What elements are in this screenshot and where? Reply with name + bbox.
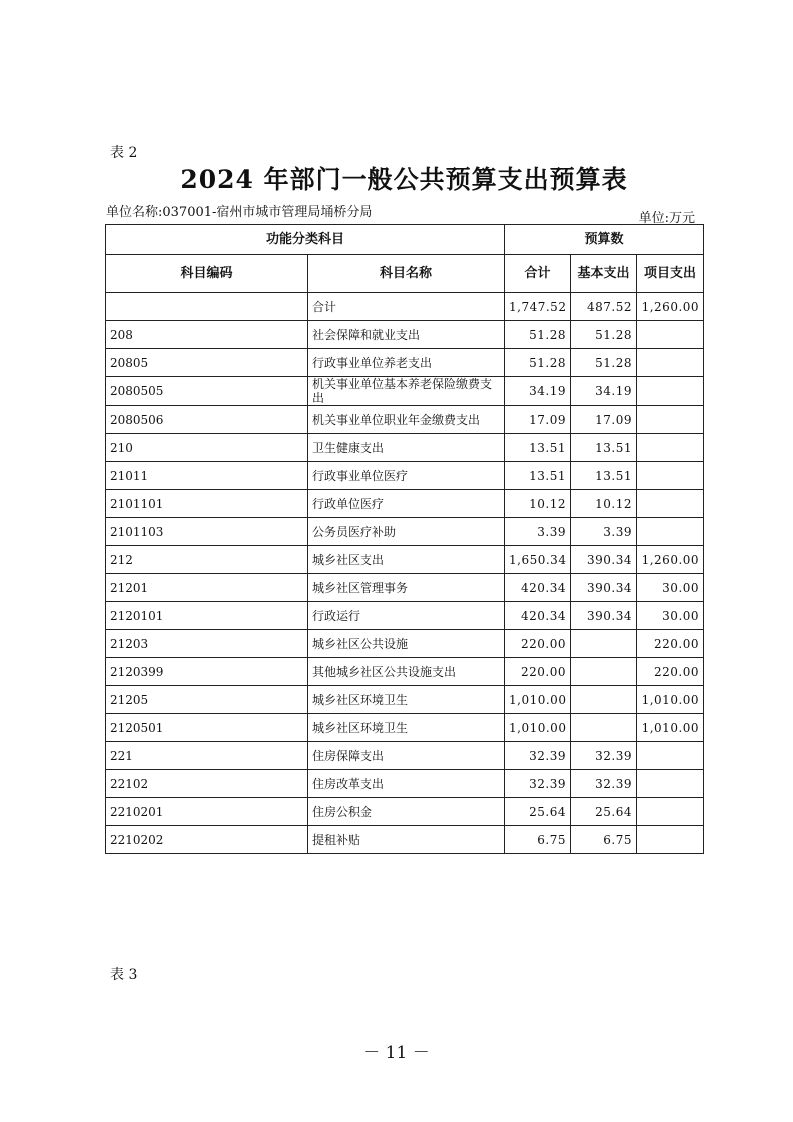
cell-subject-name: 行政单位医疗 xyxy=(308,490,505,518)
cell-total: 51.28 xyxy=(505,321,571,349)
cell-basic-expenditure: 13.51 xyxy=(571,462,637,490)
page-title: 2024 年部门一般公共预算支出预算表 xyxy=(180,165,628,194)
cell-subject-name: 住房改革支出 xyxy=(308,770,505,798)
cell-basic-expenditure xyxy=(571,658,637,686)
cell-basic-expenditure: 25.64 xyxy=(571,798,637,826)
next-table-label: 表 3 xyxy=(110,967,138,983)
cell-total: 25.64 xyxy=(505,798,571,826)
cell-basic-expenditure xyxy=(571,714,637,742)
cell-basic-expenditure: 13.51 xyxy=(571,434,637,462)
cell-total: 3.39 xyxy=(505,518,571,546)
cell-subject-code: 2120101 xyxy=(106,602,308,630)
cell-basic-expenditure: 390.34 xyxy=(571,602,637,630)
cell-total: 1,010.00 xyxy=(505,686,571,714)
cell-subject-code: 2080505 xyxy=(106,377,308,406)
cell-subject-name: 行政事业单位养老支出 xyxy=(308,349,505,377)
cell-basic-expenditure: 17.09 xyxy=(571,406,637,434)
header-budget-amount: 预算数 xyxy=(505,225,704,255)
cell-subject-code xyxy=(106,293,308,321)
cell-subject-code: 210 xyxy=(106,434,308,462)
cell-project-expenditure: 1,010.00 xyxy=(637,686,704,714)
cell-project-expenditure xyxy=(637,321,704,349)
cell-total: 17.09 xyxy=(505,406,571,434)
cell-basic-expenditure xyxy=(571,686,637,714)
cell-subject-name: 卫生健康支出 xyxy=(308,434,505,462)
cell-subject-name: 城乡社区支出 xyxy=(308,546,505,574)
table-row xyxy=(106,826,704,854)
table-row xyxy=(106,518,704,546)
header-functional-category: 功能分类科目 xyxy=(106,225,505,255)
cell-subject-name: 合计 xyxy=(308,293,505,321)
cell-subject-name: 住房保障支出 xyxy=(308,742,505,770)
table-row xyxy=(106,406,704,434)
cell-subject-name: 城乡社区公共设施 xyxy=(308,630,505,658)
unit-currency: 单位:万元 xyxy=(638,211,695,226)
cell-project-expenditure: 30.00 xyxy=(637,574,704,602)
cell-subject-code: 221 xyxy=(106,742,308,770)
cell-project-expenditure: 1,260.00 xyxy=(637,546,704,574)
table-row xyxy=(106,602,704,630)
cell-subject-code: 22102 xyxy=(106,770,308,798)
unit-name: 单位名称:037001-宿州市城市管理局埇桥分局 xyxy=(106,205,373,220)
table-row xyxy=(106,686,704,714)
cell-total: 1,010.00 xyxy=(505,714,571,742)
cell-project-expenditure xyxy=(637,490,704,518)
table-label: 表 2 xyxy=(110,145,138,161)
table-row xyxy=(106,770,704,798)
cell-project-expenditure xyxy=(637,434,704,462)
cell-project-expenditure xyxy=(637,518,704,546)
cell-total: 51.28 xyxy=(505,349,571,377)
table-row xyxy=(106,321,704,349)
table-row xyxy=(106,798,704,826)
cell-subject-name: 行政运行 xyxy=(308,602,505,630)
cell-subject-code: 2120399 xyxy=(106,658,308,686)
cell-subject-code: 20805 xyxy=(106,349,308,377)
cell-project-expenditure xyxy=(637,406,704,434)
cell-total: 220.00 xyxy=(505,630,571,658)
cell-subject-name: 行政事业单位医疗 xyxy=(308,462,505,490)
cell-basic-expenditure: 10.12 xyxy=(571,490,637,518)
cell-subject-name: 社会保障和就业支出 xyxy=(308,321,505,349)
cell-subject-code: 21203 xyxy=(106,630,308,658)
cell-project-expenditure xyxy=(637,770,704,798)
cell-subject-code: 2080506 xyxy=(106,406,308,434)
table-row xyxy=(106,293,704,321)
cell-total: 13.51 xyxy=(505,462,571,490)
table-row xyxy=(106,377,704,406)
cell-project-expenditure: 1,260.00 xyxy=(637,293,704,321)
page-number: － 11 － xyxy=(363,1043,430,1063)
cell-subject-name: 住房公积金 xyxy=(308,798,505,826)
header-total: 合计 xyxy=(505,255,571,293)
cell-subject-code: 2210202 xyxy=(106,826,308,854)
cell-basic-expenditure: 487.52 xyxy=(571,293,637,321)
cell-basic-expenditure: 6.75 xyxy=(571,826,637,854)
table-row xyxy=(106,630,704,658)
cell-subject-name: 机关事业单位基本养老保险缴费支出 xyxy=(308,377,505,406)
cell-total: 420.34 xyxy=(505,574,571,602)
cell-project-expenditure: 220.00 xyxy=(637,658,704,686)
cell-subject-name: 公务员医疗补助 xyxy=(308,518,505,546)
cell-project-expenditure: 30.00 xyxy=(637,602,704,630)
header-project-expenditure: 项目支出 xyxy=(637,255,704,293)
table-row xyxy=(106,434,704,462)
cell-basic-expenditure: 390.34 xyxy=(571,574,637,602)
cell-subject-code: 2101103 xyxy=(106,518,308,546)
cell-subject-code: 2101101 xyxy=(106,490,308,518)
cell-project-expenditure: 1,010.00 xyxy=(637,714,704,742)
cell-project-expenditure xyxy=(637,798,704,826)
cell-subject-name: 其他城乡社区公共设施支出 xyxy=(308,658,505,686)
cell-subject-code: 2210201 xyxy=(106,798,308,826)
header-subject-name: 科目名称 xyxy=(308,255,505,293)
cell-subject-code: 212 xyxy=(106,546,308,574)
table-row xyxy=(106,462,704,490)
cell-basic-expenditure: 51.28 xyxy=(571,349,637,377)
cell-project-expenditure xyxy=(637,826,704,854)
cell-total: 220.00 xyxy=(505,658,571,686)
cell-total: 34.19 xyxy=(505,377,571,406)
cell-subject-name: 城乡社区环境卫生 xyxy=(308,714,505,742)
budget-table xyxy=(105,224,704,854)
cell-subject-name: 城乡社区管理事务 xyxy=(308,574,505,602)
table-row xyxy=(106,714,704,742)
cell-total: 32.39 xyxy=(505,742,571,770)
cell-subject-code: 208 xyxy=(106,321,308,349)
table-row xyxy=(106,658,704,686)
cell-basic-expenditure: 32.39 xyxy=(571,770,637,798)
cell-total: 10.12 xyxy=(505,490,571,518)
table-body xyxy=(106,293,704,854)
cell-subject-name: 城乡社区环境卫生 xyxy=(308,686,505,714)
cell-total: 6.75 xyxy=(505,826,571,854)
cell-basic-expenditure: 32.39 xyxy=(571,742,637,770)
cell-basic-expenditure: 3.39 xyxy=(571,518,637,546)
cell-basic-expenditure xyxy=(571,630,637,658)
cell-subject-code: 21011 xyxy=(106,462,308,490)
table-row xyxy=(106,574,704,602)
cell-project-expenditure xyxy=(637,462,704,490)
cell-total: 13.51 xyxy=(505,434,571,462)
cell-subject-code: 21201 xyxy=(106,574,308,602)
cell-total: 1,747.52 xyxy=(505,293,571,321)
header-subject-code: 科目编码 xyxy=(106,255,308,293)
cell-basic-expenditure: 34.19 xyxy=(571,377,637,406)
table-row xyxy=(106,546,704,574)
cell-project-expenditure xyxy=(637,377,704,406)
cell-subject-name: 机关事业单位职业年金缴费支出 xyxy=(308,406,505,434)
cell-subject-code: 21205 xyxy=(106,686,308,714)
cell-basic-expenditure: 51.28 xyxy=(571,321,637,349)
table-row xyxy=(106,742,704,770)
cell-project-expenditure xyxy=(637,742,704,770)
cell-total: 32.39 xyxy=(505,770,571,798)
table-row xyxy=(106,349,704,377)
header-basic-expenditure: 基本支出 xyxy=(571,255,637,293)
cell-total: 420.34 xyxy=(505,602,571,630)
cell-basic-expenditure: 390.34 xyxy=(571,546,637,574)
table-row xyxy=(106,490,704,518)
cell-subject-name: 提租补贴 xyxy=(308,826,505,854)
cell-subject-code: 2120501 xyxy=(106,714,308,742)
cell-total: 1,650.34 xyxy=(505,546,571,574)
cell-project-expenditure: 220.00 xyxy=(637,630,704,658)
cell-project-expenditure xyxy=(637,349,704,377)
